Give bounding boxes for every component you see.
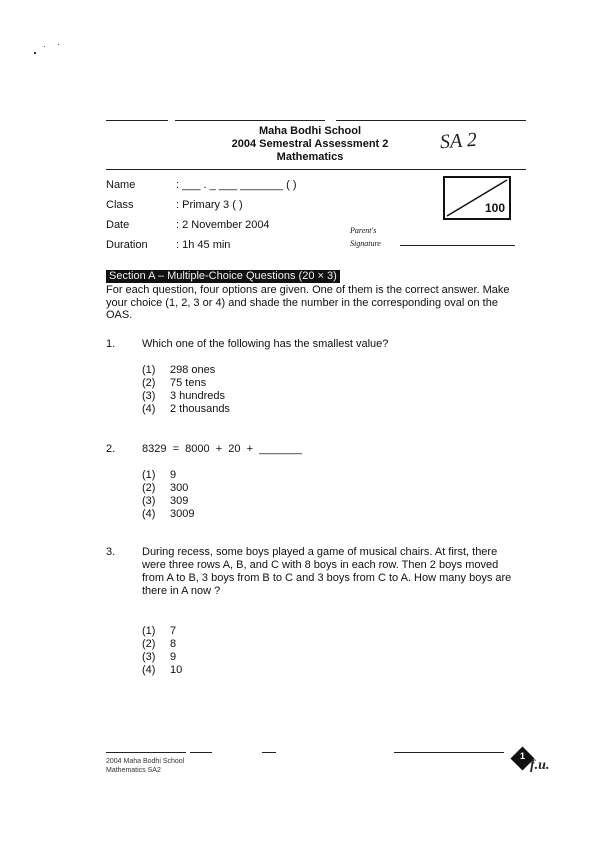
option-number: (4) [142, 664, 156, 676]
question-number: 3. [106, 546, 116, 558]
date-field: : 2 November 2004 [176, 219, 270, 231]
handwritten-sa2: SA 2 [439, 128, 478, 154]
duration-label: Duration [106, 239, 148, 251]
option [142, 377, 206, 390]
option-text: 9 [170, 469, 177, 481]
option-text: 309 [170, 495, 189, 507]
option-text: 10 [170, 664, 183, 676]
score-box [443, 176, 511, 220]
question-number: 2. [106, 443, 116, 455]
question-text: Which one of the following has the smallest value? [142, 338, 389, 350]
option [142, 664, 182, 677]
option [142, 390, 225, 403]
signature-line [400, 245, 515, 246]
option-text: 300 [170, 482, 189, 494]
date-label: Date [106, 219, 130, 231]
option-number: (2) [142, 377, 156, 389]
score-total: 100 [484, 201, 505, 215]
option-number: (3) [142, 390, 156, 402]
option-text: 3009 [170, 508, 195, 520]
option-text: 75 tens [170, 377, 207, 389]
option-number: (4) [142, 403, 156, 415]
option [142, 651, 176, 664]
top-rule [175, 120, 325, 121]
option [142, 482, 188, 495]
class-label: Class [106, 199, 134, 211]
option [142, 403, 230, 416]
option-number: (4) [142, 508, 156, 520]
scan-speck [58, 44, 59, 45]
scan-speck [34, 52, 36, 54]
page-number: 1 [519, 751, 525, 761]
assessment-title: 2004 Semestral Assessment 2 [231, 138, 389, 150]
option [142, 625, 176, 638]
option-number: (3) [142, 651, 156, 663]
section-heading: Section A – Multiple-Choice Questions (20 × 3) [106, 270, 340, 283]
option-text: 9 [170, 651, 177, 663]
option [142, 364, 215, 377]
option-number: (2) [142, 638, 156, 650]
footer-subject: Mathematics SA2 [106, 767, 161, 774]
option-text: 2 thousands [170, 403, 230, 415]
class-field: : Primary 3 ( ) [176, 199, 243, 211]
option-text: 298 ones [170, 364, 216, 376]
option-text: 7 [170, 625, 177, 637]
option [142, 495, 188, 508]
option-number: (2) [142, 482, 156, 494]
option-number: (1) [142, 625, 156, 637]
handwritten-initials: f.u. [530, 758, 550, 773]
name-label: Name [106, 179, 136, 191]
scan-speck [44, 46, 45, 47]
question-number: 1. [106, 338, 116, 350]
option-number: (3) [142, 495, 156, 507]
parents-label: Parent's [350, 226, 377, 235]
top-rule [106, 120, 168, 121]
footer-rule [394, 752, 504, 753]
signature-label: Signature [350, 239, 381, 248]
footer-rule [262, 752, 276, 753]
footer-school: 2004 Maha Bodhi School [106, 758, 185, 765]
option-number: (1) [142, 364, 156, 376]
duration-field: : 1h 45 min [176, 239, 231, 251]
option [142, 508, 194, 521]
option-number: (1) [142, 469, 156, 481]
subject-title: Mathematics [276, 151, 344, 163]
question-text: During recess, some boys played a game of musical chairs. At first, there were three rows A, B, and C with 8 boys in each row. Then 2 boys moved from A to B, 3 boys from B to C and 3 boys from C to A. How many boys are there in A now ? [142, 546, 512, 597]
option-text: 3 hundreds [170, 390, 226, 402]
option [142, 469, 176, 482]
section-instructions: For each question, four options are given. One of them is the correct answer. Make your choice (1, 2, 3 or 4) and shade the number in the corresponding oval on the OAS. [106, 284, 510, 321]
footer-rule [106, 752, 186, 753]
header-rule [106, 169, 526, 170]
top-rule [336, 120, 526, 121]
school-name: Maha Bodhi School [258, 125, 362, 137]
question-text: 8329 = 8000 + 20 + _______ [142, 443, 302, 455]
option-text: 8 [170, 638, 177, 650]
name-field: : ___ . _ ___ _______ ( ) [176, 179, 297, 191]
footer-rule [190, 752, 212, 753]
option [142, 638, 176, 651]
